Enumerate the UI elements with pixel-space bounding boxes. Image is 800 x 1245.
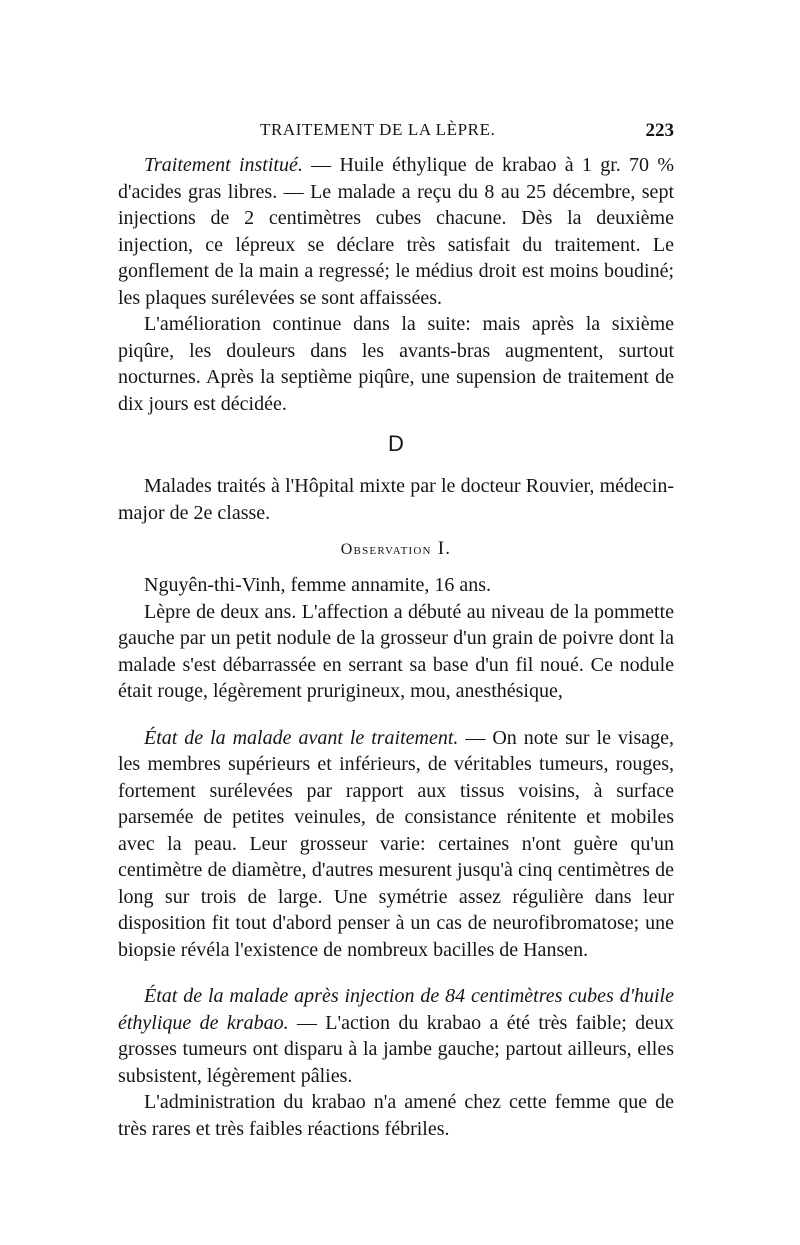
spacer <box>118 963 674 983</box>
paragraph-text: — L'action du krabao a été très faible; deux grosses tumeurs ont disparu à la jambe gauche; partout ailleurs, elles subsistent, légèrement pâlies. <box>118 1011 674 1087</box>
paragraph-text: — Huile éthylique de krabao à 1 gr. 70 % d'acides gras libres. — Le malade a reçu du 8 au 25 décembre, sept injections de 2 centimètres cubes chacune. Dès la deuxième injection, ce lépreux se déclare très satisfait du traitement. Le gonflement de la main a regressé; le médius droit est moins boudiné; les plaques surélevées se sont affaissées. <box>118 154 674 309</box>
paragraph-improvement: L'amélioration continue dans la suite: mais après la sixième piqûre, les douleurs dans les avants-bras augmentent, surtout nocturnes. Après la septième piqûre, une supension de traitement de dix jours est décidée. <box>118 313 674 415</box>
paragraph-treatment <box>118 152 674 311</box>
paragraph-label: Traitement institué. <box>144 154 303 176</box>
paragraph-label: État de la malade après injection de 84 centimètres cubes d'huile éthylique de krabao. <box>118 985 674 1034</box>
paragraph-state-before <box>118 725 674 964</box>
observation-label: Observation <box>340 541 432 558</box>
body-text <box>118 152 674 1142</box>
paragraph-conclusion: L'administration du krabao n'a amené chez cette femme que de très rares et très faibles réactions fébriles. <box>118 1091 674 1140</box>
spacer <box>118 705 674 725</box>
observation-heading <box>118 538 674 560</box>
page-number: 223 <box>645 120 674 141</box>
paragraph-patients: Malades traités à l'Hôpital mixte par le docteur Rouvier, médecin-major de 2e classe. <box>118 475 674 524</box>
running-title: TRAITEMENT DE LA LÈPRE. <box>260 120 496 139</box>
paragraph-state-after <box>118 983 674 1089</box>
section-letter: D <box>388 431 404 456</box>
paragraph-history: Lèpre de deux ans. L'affection a débuté au niveau de la pommette gauche par un petit nodule de la grosseur d'un grain de poivre dont la malade s'est débarrassée en serrant sa base d'un fil noué. Ce nodule était rouge, légèrement prurigineux, mou, anesthésique, <box>118 600 674 702</box>
paragraph-patient-id: Nguyên-thi-Vinh, femme annamite, 16 ans. <box>144 574 492 596</box>
observation-number: I. <box>437 538 452 559</box>
paragraph-text: — On note sur le visage, les membres supérieurs et inférieurs, de véritables tumeurs, rouges, fortement surélevées par rapport aux tissus voisins, à surface parsemée de petites veinules, de consistance rénitente et mobiles avec la peau. Leur grosseur varie: certaines n'ont guère qu'un centimètre de diamètre, d'autres mesurent jusqu'à cinq centimètres de long sur trois de large. Une symétrie assez régulière dans leur disposition fit tout d'abord penser à un cas de neurofibromatose; une biopsie révéla l'existence de nombreux bacilles de Hansen. <box>118 726 674 961</box>
running-header <box>118 120 674 144</box>
paragraph-label: État de la malade avant le traitement. <box>144 726 459 749</box>
